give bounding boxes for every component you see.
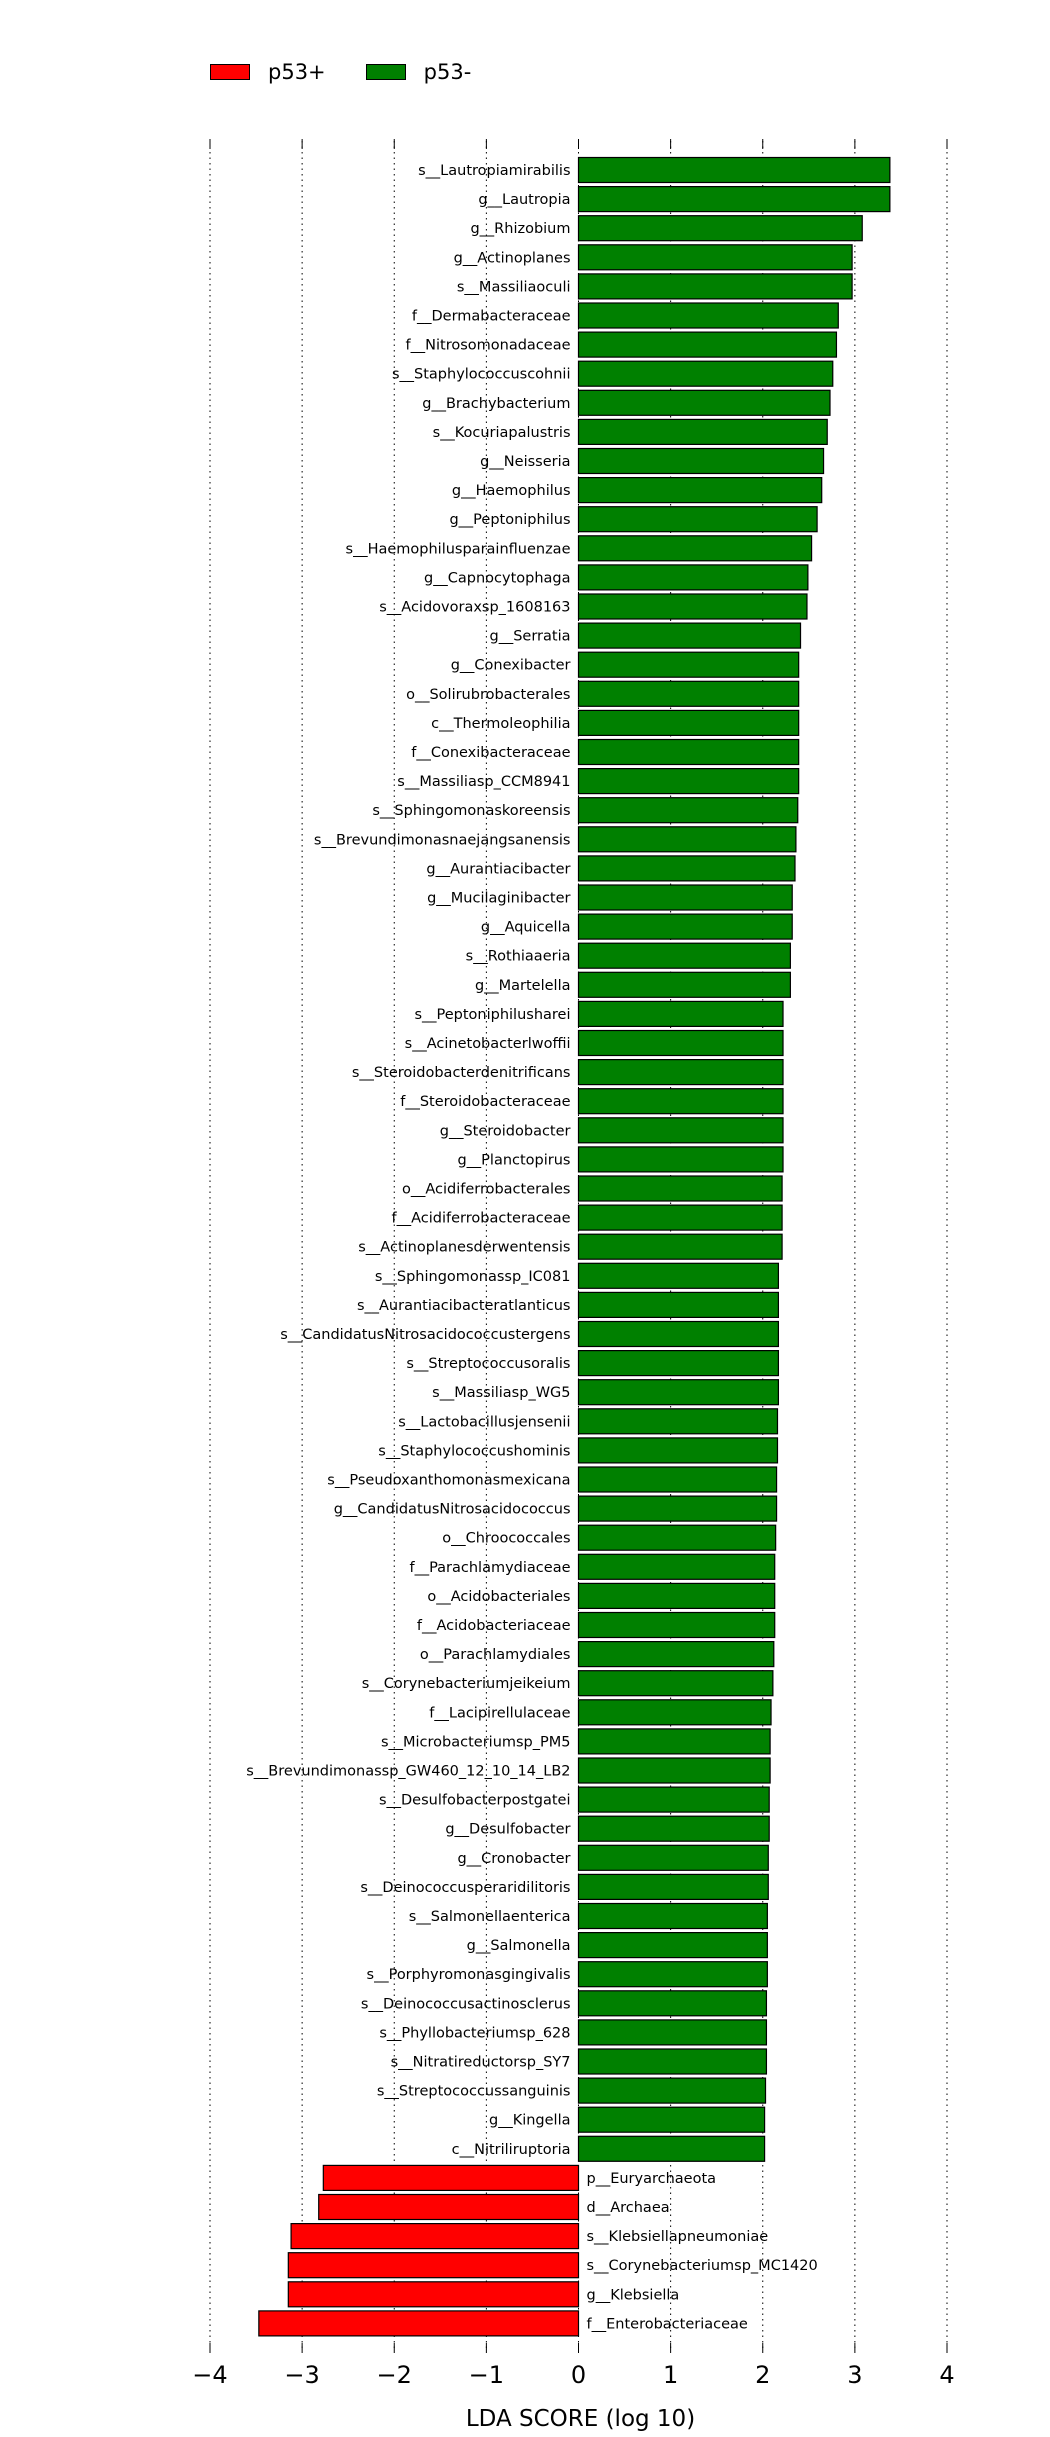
bar (291, 2224, 578, 2249)
bar (579, 449, 824, 474)
bar (579, 1642, 774, 1667)
bar (579, 769, 799, 794)
bar (579, 1409, 778, 1434)
bar (579, 507, 818, 532)
bar-label: s__Streptococcusoralis (406, 1356, 571, 1373)
bar (579, 1525, 776, 1550)
bar-label: f__Nitrosomonadaceae (405, 337, 571, 354)
bar (579, 536, 812, 561)
bar (579, 681, 799, 706)
bar (323, 2165, 578, 2190)
bar (579, 1438, 778, 1463)
x-tick-label: −4 (192, 2361, 228, 2389)
bar-label: g__Lautropia (478, 192, 571, 209)
bar-label: s__Lautropiamirabilis (418, 163, 571, 179)
x-tick-label: 1 (662, 2361, 679, 2389)
bar (288, 2282, 578, 2307)
bar-label: g__Neisseria (480, 454, 571, 470)
bar-label: s__Actinoplanesderwentensis (358, 1239, 571, 1256)
bar-label: g__Actinoplanes (453, 250, 571, 267)
bar-label: g__Capnocytophaga (424, 570, 571, 587)
bar-label: f__Steroidobacteraceae (400, 1094, 571, 1111)
bar (579, 274, 853, 299)
bar (259, 2311, 579, 2336)
bar (579, 623, 801, 648)
bar (579, 1787, 770, 1812)
bar (579, 1089, 784, 1114)
bar-label: p__Euryarchaeota (586, 2170, 717, 2187)
bar (579, 1205, 783, 1230)
bar (579, 1292, 779, 1317)
x-tick-label: 2 (755, 2361, 771, 2389)
bar (579, 1671, 773, 1696)
bar-label: o__Acidobacteriales (427, 1588, 571, 1605)
bar (579, 1845, 769, 1870)
bar (579, 1904, 768, 1929)
bar-label: s__Haemophilusparainfluenzae (345, 541, 571, 558)
bar-label: s__Deinococcusperaridilitoris (360, 1879, 571, 1896)
x-tick-label: −3 (284, 2361, 320, 2389)
bar (579, 1467, 777, 1492)
bar-label: s__Nitratireductorsp_SY7 (390, 2054, 571, 2071)
bar-label: s__Pseudoxanthomonasmexicana (327, 1472, 571, 1489)
bar-label: f__Acidobacteriaceae (416, 1618, 571, 1634)
bar-label: o__Solirubrobacterales (406, 686, 571, 703)
bar (579, 594, 807, 619)
bar-label: s__Deinococcusactinosclerus (360, 1996, 571, 2013)
bar-label: c__Nitriliruptoria (451, 2141, 571, 2158)
bar (579, 1263, 779, 1288)
bar-label: s__Streptococcussanguinis (376, 2083, 571, 2100)
bar (579, 1031, 784, 1056)
bar (579, 361, 833, 386)
bar (579, 565, 808, 590)
bar (579, 216, 863, 241)
bar-label: s__Steroidobacterdenitrificans (351, 1065, 571, 1082)
bar-label: g__Peptoniphilus (449, 512, 571, 529)
bar-label: s__Acinetobacterlwoffii (404, 1036, 571, 1052)
bar (579, 1816, 770, 1841)
bar-label: s__Phyllobacteriumsp_628 (379, 2025, 571, 2042)
bar-label: s__Staphylococcushominis (378, 1443, 571, 1460)
bar-label: g__Serratia (489, 628, 571, 645)
x-tick-label: 4 (939, 2361, 955, 2389)
bar (579, 1147, 784, 1172)
bar (579, 1583, 775, 1608)
bar-label: s__Brevundimonasnaejangsanensis (313, 832, 571, 849)
bar (579, 1234, 783, 1259)
bar (579, 187, 890, 212)
bar (579, 798, 798, 823)
bar (579, 419, 828, 444)
bar-label: d__Archaea (586, 2200, 670, 2216)
bar-label: g__Aquicella (480, 919, 571, 936)
bar-label: s__Aurantiacibacteratlanticus (356, 1297, 571, 1314)
bar (579, 652, 799, 677)
bar-label: s__Sphingomonassp_IC081 (374, 1268, 571, 1285)
bar (579, 2020, 767, 2045)
bar-label: g__CandidatusNitrosacidococcus (333, 1501, 571, 1518)
bar-label: g__Planctopirus (457, 1152, 571, 1169)
bar-label: g__Salmonella (466, 1938, 571, 1955)
bar (579, 856, 795, 881)
bar (579, 245, 853, 270)
bar-label: s__Lactobacillusjensenii (398, 1414, 571, 1431)
bar-label: g__Haemophilus (451, 483, 571, 500)
bar-label: s__Desulfobacterpostgatei (378, 1792, 571, 1809)
bar (579, 1729, 771, 1754)
bar (579, 1991, 767, 2016)
bar (579, 1700, 772, 1725)
bar (579, 885, 793, 910)
bar-label: c__Thermoleophilia (431, 715, 571, 732)
bar (579, 1496, 777, 1521)
bar-label: f__Parachlamydiaceae (409, 1559, 571, 1576)
legend-label-p53-positive: p53+ (268, 60, 326, 84)
bar-label: g__Rhizobium (470, 221, 571, 238)
bar (579, 1613, 775, 1638)
bar-label: s__Porphyromonasgingivalis (366, 1967, 571, 1984)
bar (579, 478, 822, 503)
bar (579, 1118, 784, 1143)
bar-label: o__Chroococcales (442, 1530, 571, 1547)
bar (579, 943, 791, 968)
bar (579, 1380, 779, 1405)
bar (579, 2136, 765, 2161)
bar-label: f__Dermabacteraceae (411, 308, 571, 325)
bar-label: f__Acidiferrobacteraceae (391, 1210, 571, 1227)
bar (579, 972, 791, 997)
bar (288, 2253, 578, 2278)
bar-label: g__Aurantiacibacter (426, 861, 571, 878)
x-tick-label: 0 (570, 2361, 587, 2389)
bar-label: g__Mucilaginibacter (427, 890, 571, 907)
bar-label: s__Acidovoraxsp_1608163 (379, 599, 571, 616)
bar-label: s__Corynebacteriumjeikeium (361, 1676, 571, 1693)
bar (579, 1962, 768, 1987)
bar (579, 1874, 769, 1899)
bar-label: s__Microbacteriumsp_PM5 (380, 1734, 571, 1751)
bar (319, 2195, 579, 2220)
bar (579, 2078, 766, 2103)
bar (579, 827, 796, 852)
bar (579, 1758, 771, 1783)
bar-label: g__Cronobacter (457, 1850, 571, 1867)
bar-label: g__Kingella (489, 2112, 571, 2129)
bar-label: f__Conexibacteraceae (411, 745, 571, 761)
bar (579, 740, 799, 765)
bar (579, 2107, 765, 2132)
bar-label: g__Desulfobacter (445, 1821, 571, 1838)
bar-label: s__Salmonellaenterica (408, 1909, 571, 1925)
bar-label: g__Conexibacter (450, 657, 571, 674)
bar (579, 2049, 767, 2074)
bar (579, 1060, 784, 1085)
bar-label: s__Corynebacteriumsp_MC1420 (586, 2258, 818, 2275)
bar-label: s__Staphylococcuscohnii (391, 366, 571, 383)
bar (579, 1554, 775, 1579)
x-tick-label: −2 (376, 2361, 412, 2389)
bar-label: s__Massiliasp_CCM8941 (397, 774, 571, 791)
bar (579, 1001, 784, 1026)
bar (579, 158, 890, 183)
bar-label: s__Sphingomonaskoreensis (372, 803, 571, 820)
legend-label-p53-negative: p53- (423, 60, 472, 84)
bar-label: s__CandidatusNitrosacidococcustergens (280, 1327, 571, 1343)
bar (579, 303, 839, 328)
bar-label: f__Enterobacteriaceae (586, 2316, 748, 2333)
bar-label: s__Kocuriapalustris (432, 424, 571, 441)
bar-label: s__Klebsiellapneumoniae (586, 2229, 769, 2246)
x-axis-label: LDA SCORE (log 10) (465, 2406, 696, 2432)
bar (579, 332, 837, 357)
bar-label: g__Klebsiella (586, 2287, 680, 2304)
bar-label: o__Acidiferrobacterales (401, 1181, 571, 1198)
x-tick-label: −1 (468, 2361, 505, 2389)
bar-label: g__Brachybacterium (422, 395, 571, 412)
bar (579, 1933, 768, 1958)
bar (579, 1322, 779, 1347)
bar (579, 1351, 779, 1376)
bar-label: o__Parachlamydiales (419, 1647, 571, 1664)
bar-label: s__Massiliasp_WG5 (432, 1385, 571, 1402)
bar (579, 390, 831, 415)
bar-label: f__Lacipirellulaceae (429, 1705, 571, 1722)
bar-label: s__Brevundimonassp_GW460_12_10_14_LB2 (246, 1763, 571, 1780)
bar-label: g__Steroidobacter (439, 1123, 571, 1140)
bar (579, 914, 793, 939)
x-tick-label: 3 (847, 2361, 863, 2389)
bar-label: s__Massiliaoculi (456, 279, 571, 296)
bar-label: s__Rothiaaeria (465, 948, 571, 965)
bar (579, 710, 799, 735)
bar-label: s__Peptoniphilusharei (414, 1006, 571, 1023)
bar (579, 1176, 783, 1201)
bar-label: g__Martelella (474, 977, 571, 994)
